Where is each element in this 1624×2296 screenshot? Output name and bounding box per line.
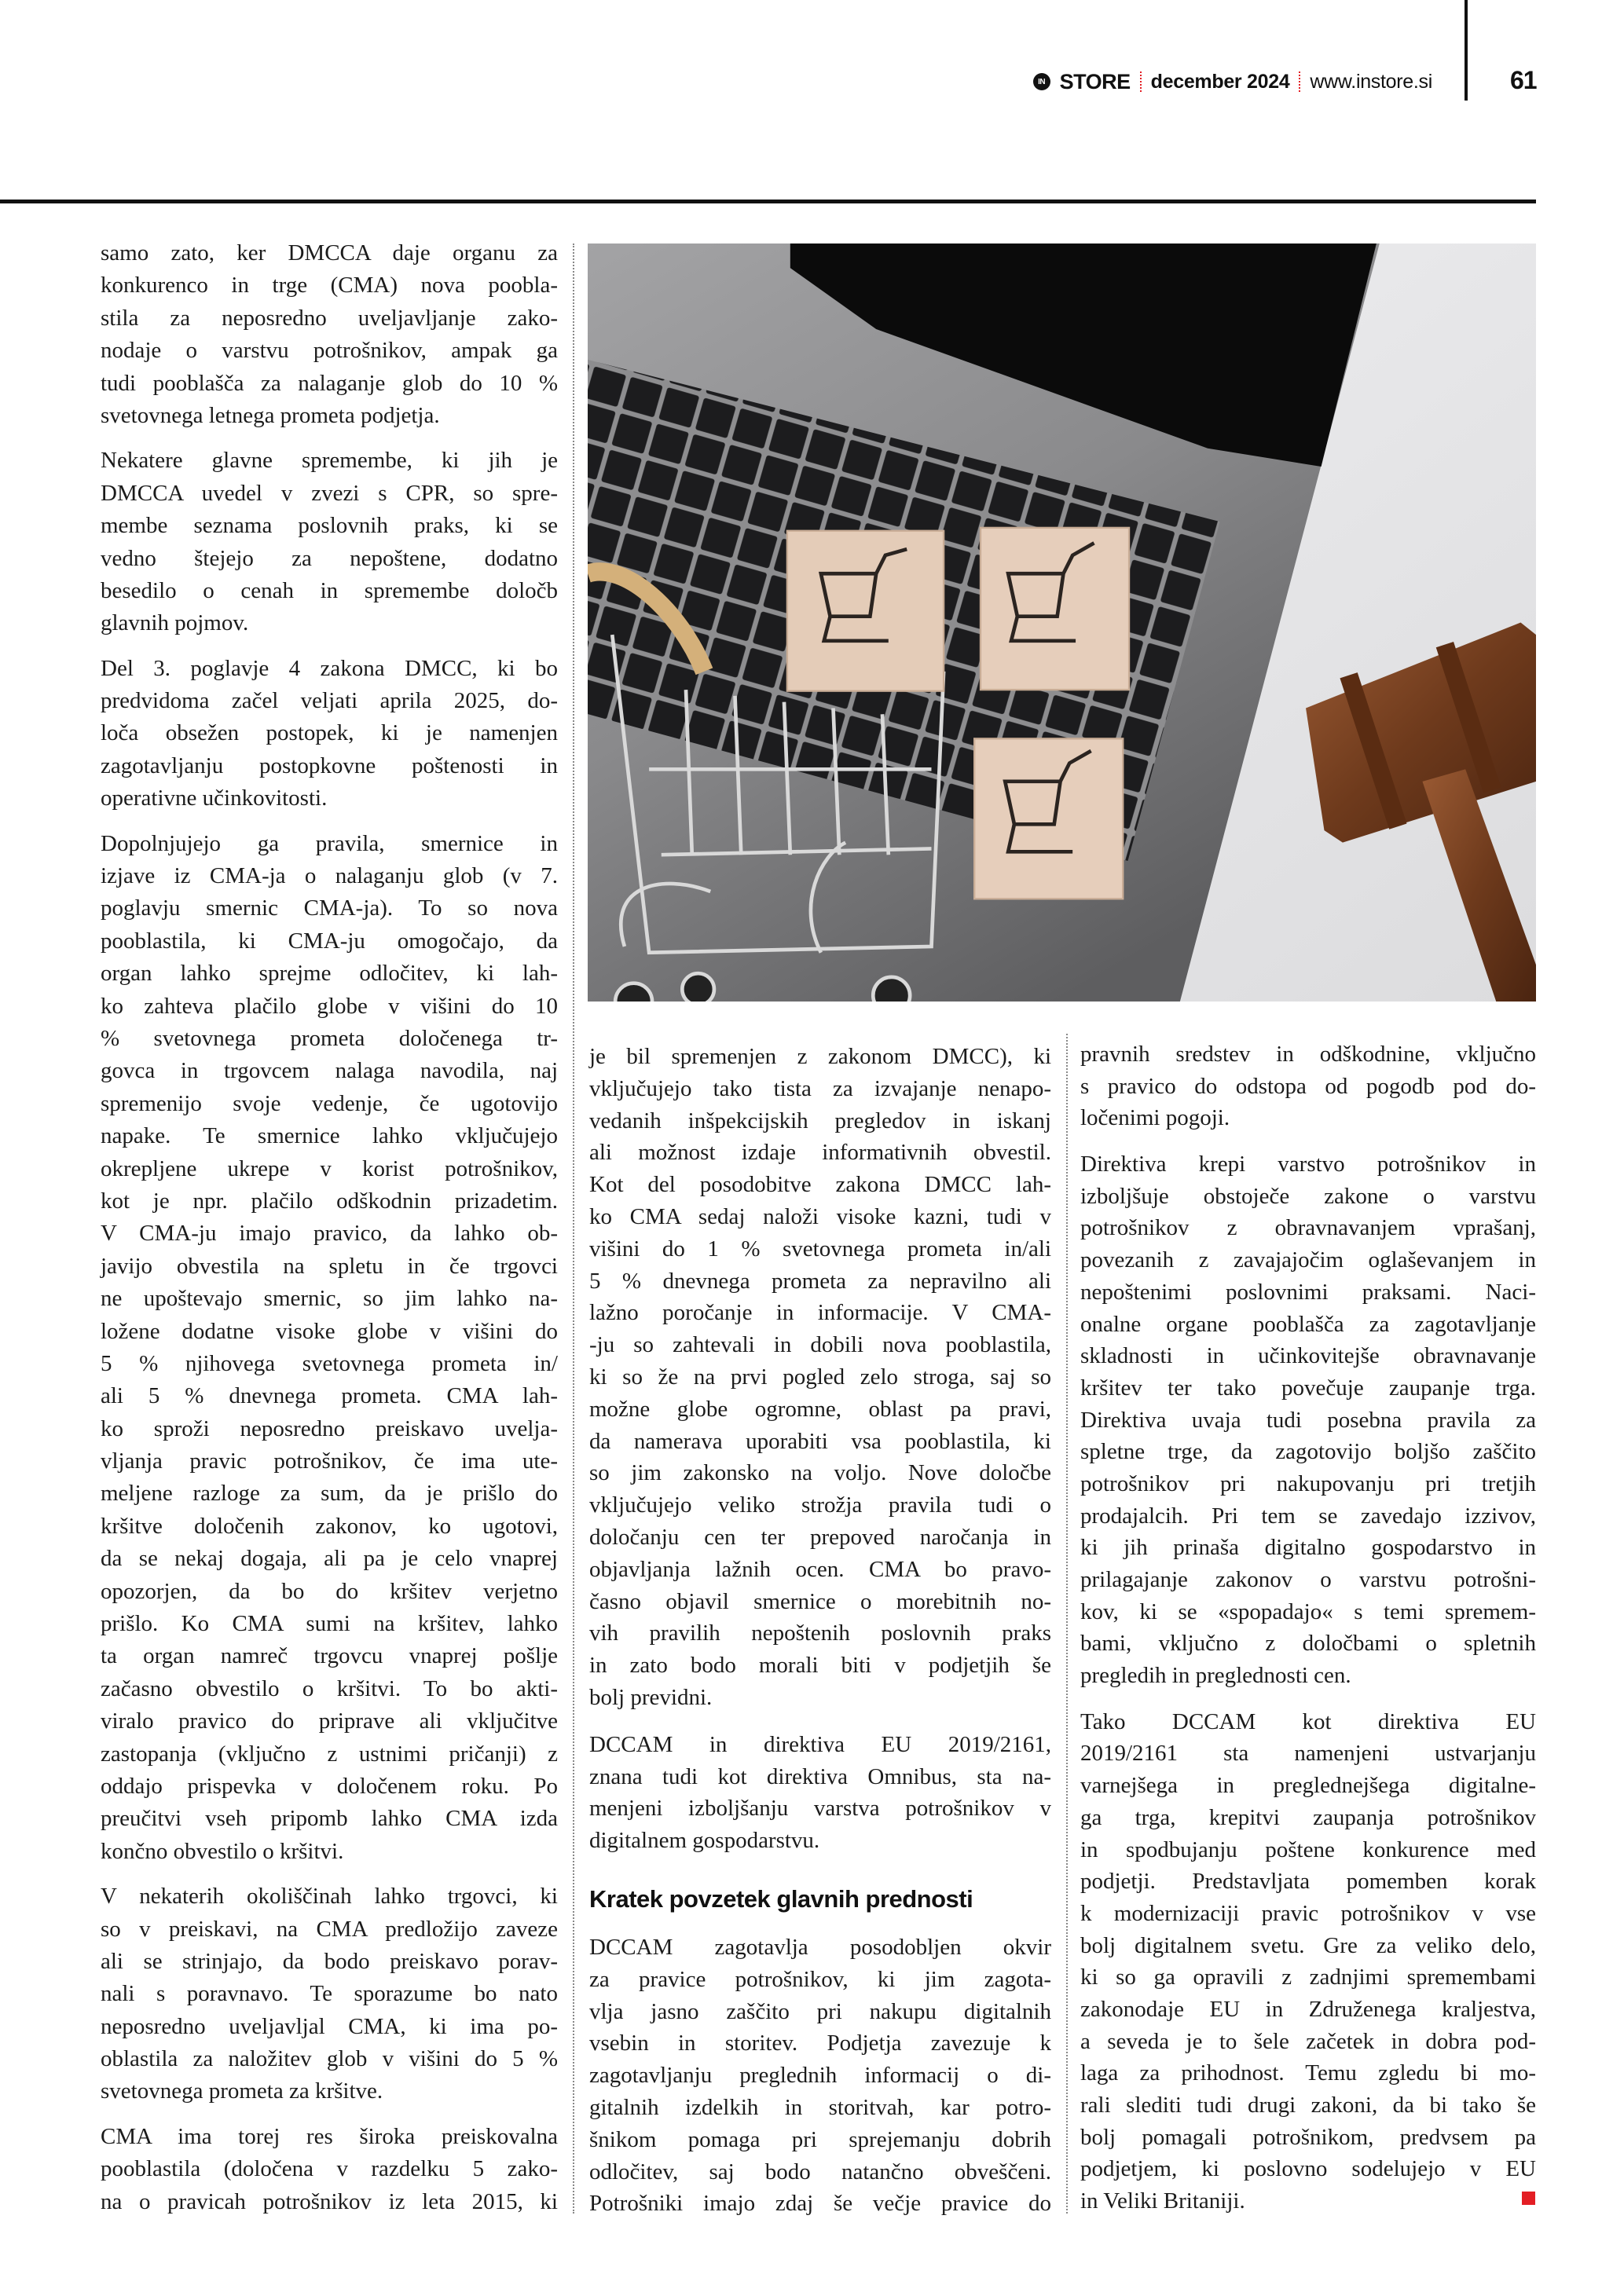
text-line: ne upoštevajo smernic, so jim lahko na- [101,1286,558,1312]
text-line: začasno obvestilo o kršitvi. To bo akti- [101,1675,558,1701]
paragraph [101,828,558,1869]
text-line: objavljanja lažnih ocen. CMA bo pravo- [589,1556,1051,1582]
text-line: je bil spremenjen z zakonom DMCC), ki [589,1044,1051,1069]
text-line: ko CMA sedaj naloži visoke kazni, tudi v [589,1203,1051,1229]
paragraph [1080,1706,1536,2217]
text-line: V CMA-ju imajo pravico, da lahko ob- [101,1221,558,1247]
article-column-3 [1080,1038,1536,2217]
text-line: samo zato, ker DMCCA daje organu za [101,240,558,265]
text-line: napake. Te smernice lahko vključujejo [101,1123,558,1149]
header-separator [1140,71,1142,92]
text-line: določanju cen ter prepoved naročanja in [589,1524,1051,1550]
text-line: pregledih in preglednosti cen. [1080,1663,1351,1689]
paragraph [1080,1038,1536,1134]
text-line: in spodbujanju poštene konkurence med [1080,1836,1536,1862]
text-line: bolj pomagali potrošnikom, predvsem pa [1080,2124,1536,2150]
text-line: šnikom pomaga pri sprejemanju dobrih [589,2126,1051,2152]
text-line: prodajalcih. Pri tem se zavedajo izzivov, [1080,1503,1536,1529]
text-line: besedilo o cenah in spremembe določb [101,577,558,603]
page-number: 61 [1510,66,1537,94]
text-line: membe seznama poslovnih praks, ki se [101,513,558,539]
text-line: ali možnost izdaje informativnih obvestil. [589,1140,1051,1166]
text-line: zakonodaje EU in Združenega kraljestva, [1080,1996,1536,2022]
text-line: Dopolnjujejo ga pravila, smernice in [101,830,558,856]
text-line: za pravice potrošnikov, ki jim zagota- [589,1966,1051,1992]
text-line: 5 % njihovega svetovnega prometa in/ [101,1350,558,1376]
text-line: skladnosti in učinkovitejše obravnavanje [1080,1343,1536,1369]
paragraph [589,1729,1051,1857]
text-line: DCCAM in direktiva EU 2019/2161, [589,1731,1051,1757]
paragraph [589,1932,1051,2220]
paragraph [1080,1148,1536,1692]
laptop-cart-gavel-illustration [588,244,1536,1002]
text-line: izjave iz CMA-ja o nalaganju glob (v 7. [101,863,558,889]
column-divider [573,244,574,2214]
text-line: glavnih pojmov. [101,610,249,636]
text-line: potrošnikov z obravnavanjem vprašanj, [1080,1215,1536,1241]
text-line: kov, ki se «spopadajo« s temi spremem- [1080,1598,1536,1624]
article-end-mark [1522,2192,1535,2205]
text-line: vedanih inšpekcijskih pregledov in iskanj [589,1108,1051,1133]
text-line: znana tudi kot direktiva Omnibus, sta na- [589,1763,1051,1789]
text-line: zagotavljanju preglednih informacij o di- [589,2063,1051,2089]
text-line: nepoštenimi poslovnimi praksami. Naci- [1080,1279,1536,1305]
text-line: preučitvi vseh pripomb lahko CMA izda [101,1806,558,1832]
text-line: na o pravicah potrošnikov iz leta 2015, ki [101,2188,558,2214]
article-column-1 [101,237,558,2218]
paragraph [101,237,558,432]
magazine-brand: STORE [1059,69,1131,93]
text-line: bolj previdni. [589,1684,713,1710]
instore-logo-icon: IN [1033,73,1050,90]
text-line: možne globe ogromne, oblast pa pravi, [589,1396,1051,1422]
paragraph [101,1880,558,2108]
text-line: organ lahko sprejme odločitev, ki lah- [101,961,558,987]
text-line: zagotavljanju postopkovne poštenosti in [101,753,558,778]
text-line: potrošnikov pri nakupovanju pri tretjih [1080,1470,1536,1496]
text-line: ko sproži neposredno preiskavo uvelja- [101,1415,558,1441]
text-line: svetovnega prometa za kršitve. [101,2078,383,2104]
text-line: k modernizaciji pravic potrošnikov v vse [1080,1900,1536,1926]
header-separator [1299,71,1300,92]
section-heading: Kratek povzetek glavnih prednosti [589,1884,973,1913]
text-line: podjetji. Predstavljata pomemben korak [1080,1869,1536,1895]
paragraph [101,653,558,815]
text-line: vsebin in storitev. Podjetja zavezuje k [589,2031,1051,2056]
text-line: oblastila za naložitev glob v višini do 5 % [101,2046,558,2072]
text-line: loča obsežen postopek, ki je namenjen [101,720,558,746]
text-line: govca in trgovcem nalaga navodila, naj [101,1058,558,1084]
text-line: ali 5 % dnevnega prometa. CMA lah- [101,1383,558,1409]
text-line: Direktiva krepi varstvo potrošnikov in [1080,1152,1536,1177]
text-line: spletne trge, da zagotovijo boljšo zaščito [1080,1439,1536,1465]
text-line: 5 % dnevnega prometa za nepravilno ali [589,1268,1051,1294]
text-line: bolj digitalnem svetu. Gre za veliko delo, [1080,1932,1536,1958]
text-line: pravnih sredstev in odškodnine, vključno [1080,1042,1536,1067]
text-line: končno obvestilo o kršitvi. [101,1838,344,1864]
header-vertical-rule [1465,0,1468,101]
text-line: da se nekaj dogaja, ali pa je celo vnaprej [101,1546,558,1572]
text-line: kršitev ter tako povečuje zaupanje trga. [1080,1375,1536,1401]
article-photo [588,244,1536,1002]
text-line: V nekaterih okoliščinah lahko trgovci, ki [101,1884,558,1910]
text-line: Kot del posodobitve zakona DMCC lah- [589,1172,1051,1198]
text-line: Tako DCCAM kot direktiva EU [1080,1708,1536,1734]
text-line: ložene dodatne visoke globe v višini do [101,1318,558,1344]
text-line: viralo pravico do priprave ali vključitve [101,1708,558,1734]
text-line: da namerava uporabiti vsa pooblastila, ki [589,1428,1051,1454]
text-line: lažno poročanje in informacije. V CMA- [589,1300,1051,1326]
text-line: meljene razloge za sum, da je prišlo do [101,1481,558,1507]
text-line: prišlo. Ko CMA sumi na kršitev, lahko [101,1611,558,1637]
paragraph [101,2121,558,2218]
column-divider [1066,1034,1068,2214]
text-line: so v preiskavi, na CMA predložijo zaveze [101,1916,558,1942]
paragraph [101,445,558,639]
text-line: javijo obvestila na spletu in če trgovci [101,1253,558,1279]
text-line: in Veliki Britaniji. [1080,2188,1245,2214]
text-line: ali se strinjajo, da bodo preiskavo porav- [101,1948,558,1974]
text-line: vih pravilih nepoštenih poslovnih praks [589,1620,1051,1646]
text-line: vljanja pravic potrošnikov, če ima ute- [101,1448,558,1474]
text-line: kot je npr. plačilo odškodnin prizadetim. [101,1188,558,1214]
text-line: Direktiva uvaja tudi posebna pravila za [1080,1407,1536,1433]
running-header [1033,66,1432,97]
text-line: menjeni izboljšanju varstva potrošnikov v [589,1796,1051,1822]
text-line: vlja jasno zaščito pri nakupu digitalnih [589,1998,1051,2024]
text-line: časno objavil smernice o morebitnih no- [589,1588,1051,1614]
text-line: DCCAM zagotavlja posodobljen okvir [589,1934,1051,1960]
header-rule [0,200,1536,203]
text-line: stila za neposredno uveljavljanje zako- [101,305,558,331]
text-line: Del 3. poglavje 4 zakona DMCC, ki bo [101,655,558,681]
text-line: ki jih prinaša digitalno gospodarstvo in [1080,1535,1536,1561]
text-line: poglavju smernic CMA-ja). To so nova [101,895,558,921]
text-line: tudi pooblašča za nalaganje glob do 10 % [101,370,558,396]
paragraph [589,1041,1051,1714]
text-line: ki so ga opravili z zadnjimi spremembami [1080,1965,1536,1990]
text-line: oddajo prispevka v določenem roku. Po [101,1773,558,1799]
text-line: ta organ namreč trgovcu vnaprej pošlje [101,1643,558,1669]
text-line: okrepljene ukrepe v korist potrošnikov, [101,1155,558,1181]
text-line: ko zahteva plačilo globe v višini do 10 [101,993,558,1019]
text-line: pooblastila, ki CMA-ju omogočajo, da [101,928,558,954]
text-line: gitalnih izdelkih in storitvah, kar potro- [589,2094,1051,2120]
text-line: zastopanja (vključno z ustnimi pričanji) z [101,1741,558,1767]
text-line: -ju so zahtevali in dobili nova pooblastila, [589,1332,1051,1358]
text-line: digitalnem gospodarstvu. [589,1828,820,1854]
text-line: prilagajanje zakonov o varstvu potrošni- [1080,1567,1536,1592]
text-line: kršitve določenih zakonov, ko ugotovi, [101,1513,558,1539]
text-line: pooblastila (določena v razdelku 5 zako- [101,2156,558,2182]
text-line: odločitev, saj bodo natančno obveščeni. [589,2159,1051,2184]
text-line: varnejšega in preglednejšega digitalne- [1080,1773,1536,1799]
text-line: laga za prihodnost. Temu zgledu bi mo- [1080,2060,1536,2086]
text-line: opozorjen, da bo do kršitev verjetno [101,1578,558,1604]
text-line: Potrošniki imajo zdaj še večje pravice do [589,2191,1051,2217]
text-line: višini do 1 % svetovnega prometa in/ali [589,1236,1051,1262]
issue-date: december 2024 [1150,70,1290,93]
text-line: s pravico do odstopa od pogodb pod do- [1080,1073,1536,1099]
text-line: izboljšuje obstoječe zakone o varstvu [1080,1183,1536,1209]
text-line: bami, vključno z določbami o spletnih [1080,1631,1536,1657]
text-line: podjetjem, ki poslovno sodelujejo v EU [1080,2156,1536,2182]
text-line: predvidoma začel veljati aprila 2025, do- [101,688,558,714]
text-line: so jim zakonsko na voljo. Nove določbe [589,1460,1051,1486]
article-column-2 [589,1041,1051,2220]
text-line: povezanih z zavajajočim oglaševanjem in [1080,1247,1536,1273]
text-line: ločenimi pogoji. [1080,1105,1230,1131]
text-line: CMA ima torej res široka preiskovalna [101,2123,558,2149]
text-line: nali s poravnavo. Te sporazume bo nato [101,1981,558,2007]
text-line: ki so že na prvi pogled zelo stroga, saj so [589,1364,1051,1390]
text-line: in zato bodo morali biti v podjetjih še [589,1653,1051,1679]
text-line: svetovnega letnega prometa podjetja. [101,402,440,428]
text-line: a seveda je to šele začetek in dobra pod- [1080,2028,1536,2054]
text-line: konkurenco in trge (CMA) nova poobla- [101,273,558,298]
text-line: neposredno uveljavljal CMA, ki ima po- [101,2013,558,2039]
text-line: rali slediti tudi drugi zakoni, da bi tako še [1080,2093,1536,2118]
text-line: 2019/2161 sta namenjeni ustvarjanju [1080,1741,1536,1767]
text-line: % svetovnega prometa določenega tr- [101,1025,558,1051]
website-link[interactable]: www.instore.si [1310,70,1432,93]
text-line: nodaje o varstvu potrošnikov, ampak ga [101,338,558,364]
text-line: onalne organe pooblašča za zagotavljanje [1080,1311,1536,1337]
text-line: Nekatere glavne spremembe, ki jih je [101,448,558,474]
text-line: operativne učinkovitosti. [101,785,328,811]
text-line: DMCCA uvedel v zvezi s CPR, so spre- [101,480,558,506]
text-line: vključujejo veliko strožja pravila tudi o [589,1492,1051,1518]
text-line: vključujejo tako tista za izvajanje nenapo- [589,1075,1051,1101]
text-line: vedno štejejo za nepoštene, dodatno [101,545,558,571]
text-line: spremenijo svoje vedenje, če ugotovijo [101,1090,558,1116]
text-line: ga trga, krepitvi zaupanja potrošnikov [1080,1804,1536,1830]
